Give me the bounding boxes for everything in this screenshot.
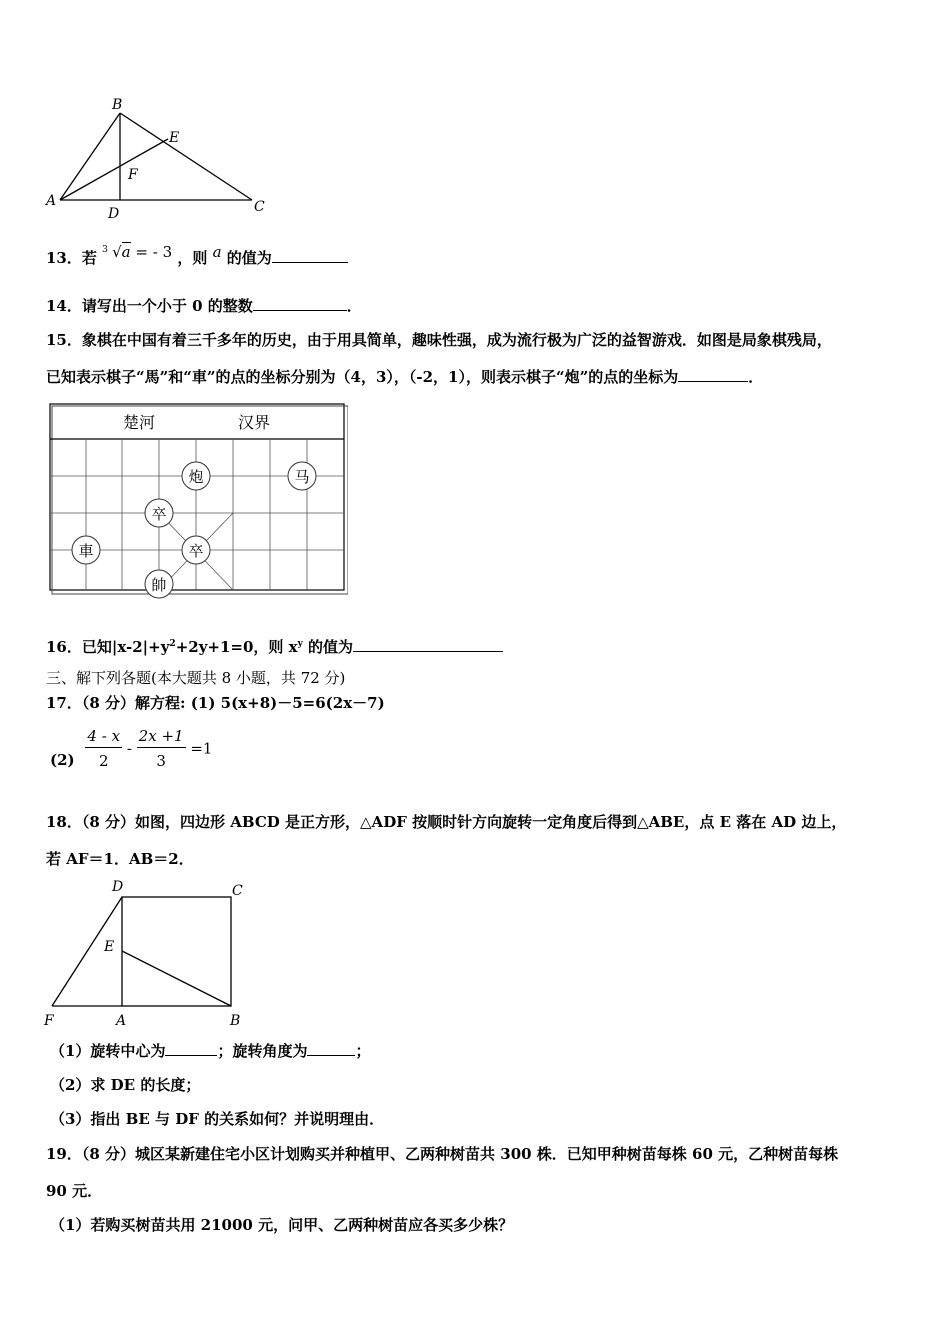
square-abcd <box>122 897 231 1006</box>
q13-var: a <box>212 243 222 261</box>
triangle-figure <box>40 95 280 225</box>
question-15-line2 <box>46 367 763 387</box>
label-e: E <box>169 130 180 146</box>
question-13 <box>46 243 348 268</box>
segment-eb <box>122 951 231 1006</box>
q14-text: 14．请写出一个小于 0 的整数 <box>46 297 253 315</box>
section-3-title: 三、解下列各题(本大题共 8 小题，共 72 分) <box>46 669 346 687</box>
question-19-line2: 90 元． <box>46 1182 103 1200</box>
radicand: a <box>121 243 131 261</box>
q13-tail: 的值为 <box>226 249 272 267</box>
fraction-1-denominator: 2 <box>98 752 109 770</box>
svg-text:卒: 卒 <box>188 542 204 560</box>
chess-board-figure <box>48 400 348 600</box>
question-18-line2: 若 AF＝1．AB＝2． <box>46 850 194 868</box>
question-18-sub1 <box>50 1041 370 1061</box>
fraction-1-numerator: 4 - x <box>85 727 122 748</box>
svg-text:車: 車 <box>78 542 94 560</box>
answer-blank-18-angle[interactable] <box>307 1041 355 1056</box>
question-17-part2 <box>50 727 212 770</box>
q16-part-a: 16．已知|x-2|+y <box>46 638 170 656</box>
label-d: D <box>112 879 124 895</box>
question-18-line1: 18．（8 分）如图，四边形 ABCD 是正方形，△ADF 按顺时针方向旋转一定角度后得到△ABE，点 E 落在 AD 边上， <box>46 813 847 831</box>
q13-mid: ，则 <box>177 249 208 267</box>
q16-sup-2: y <box>297 639 303 649</box>
label-d: D <box>108 206 120 222</box>
q18-sub1-c: ； <box>355 1042 371 1060</box>
q15-line2-text: 已知表示棋子“馬”和“車”的点的坐标分别为（4，3），（-2，1），则表示棋子“炮”的点的坐标为 <box>46 368 679 386</box>
square-figure <box>40 875 260 1035</box>
q18-sub1-a: （1）旋转中心为 <box>50 1042 166 1060</box>
q17-label-2: (2) <box>50 750 75 769</box>
svg-text:帥: 帥 <box>151 576 167 594</box>
q13-rhs: = - 3 <box>135 243 173 261</box>
question-14 <box>46 296 362 316</box>
fraction-2-numerator: 2x +1 <box>137 727 186 748</box>
piece-pao <box>182 462 210 490</box>
svg-text:炮: 炮 <box>188 468 204 486</box>
q17-minus: - <box>126 739 132 758</box>
q16-part-b: +2y+1=0，则 x <box>175 638 298 656</box>
fraction-2-denominator: 3 <box>156 752 166 770</box>
segment-bc <box>120 113 252 200</box>
label-f: F <box>44 1013 54 1029</box>
radical-sign: √ <box>112 243 122 261</box>
label-e: E <box>104 939 115 955</box>
q17-rhs: =1 <box>190 739 213 758</box>
label-b: B <box>230 1013 241 1029</box>
river-right-text: 汉界 <box>238 413 271 432</box>
answer-blank-14[interactable] <box>253 296 347 311</box>
label-a: A <box>46 193 57 209</box>
label-f: F <box>128 167 138 183</box>
q14-end: ． <box>346 297 362 315</box>
svg-text:卒: 卒 <box>151 505 167 523</box>
q16-part-c: 的值为 <box>302 638 354 656</box>
q16-sup-1: 2 <box>169 639 176 649</box>
label-c: C <box>232 883 243 899</box>
answer-blank-16[interactable] <box>353 637 503 652</box>
radical-index: 3 <box>102 245 108 255</box>
fraction-2 <box>137 727 186 770</box>
question-17-line1: 17．（8 分）解方程: (1) 5(x+8)－5=6(2x－7) <box>46 694 385 712</box>
question-18-sub3: （3）指出 BE 与 DF 的关系如何？并说明理由． <box>50 1110 385 1128</box>
label-b: B <box>112 97 123 113</box>
question-16 <box>46 634 503 657</box>
cube-root-expression <box>102 243 173 268</box>
q13-prefix: 13．若 <box>46 249 97 267</box>
question-15-line1: 15．象棋在中国有着三千多年的历史，由于用具简单，趣味性强，成为流行极为广泛的益智游戏．如图是局象棋残局， <box>46 331 832 349</box>
q18-sub1-b: ；旋转角度为 <box>217 1042 308 1060</box>
q15-end: ． <box>748 368 764 386</box>
label-a: A <box>116 1013 127 1029</box>
question-18-sub2: （2）求 DE 的长度； <box>50 1076 201 1094</box>
river-left-text: 楚河 <box>123 413 156 432</box>
question-19-sub1: （1）若购买树苗共用 21000 元，问甲、乙两种树苗应各买多少株？ <box>50 1216 514 1234</box>
piece-ju <box>72 536 100 564</box>
piece-zu-1 <box>145 499 173 527</box>
fraction-1 <box>85 727 122 770</box>
segment-ab <box>60 113 120 200</box>
answer-blank-18-center[interactable] <box>165 1041 217 1056</box>
answer-blank-15[interactable] <box>678 367 748 382</box>
piece-ma <box>288 462 316 490</box>
piece-zu-2 <box>182 536 210 564</box>
segment-ae <box>60 139 168 200</box>
label-c: C <box>254 199 265 215</box>
svg-text:马: 马 <box>294 468 310 486</box>
answer-blank-13[interactable] <box>272 248 348 263</box>
piece-shuai <box>145 570 173 598</box>
question-19-line1: 19．（8 分）城区某新建住宅小区计划购买并种植甲、乙两种树苗共 300 株．已知甲种树苗每株 60 元，乙种树苗每株 <box>46 1145 839 1163</box>
